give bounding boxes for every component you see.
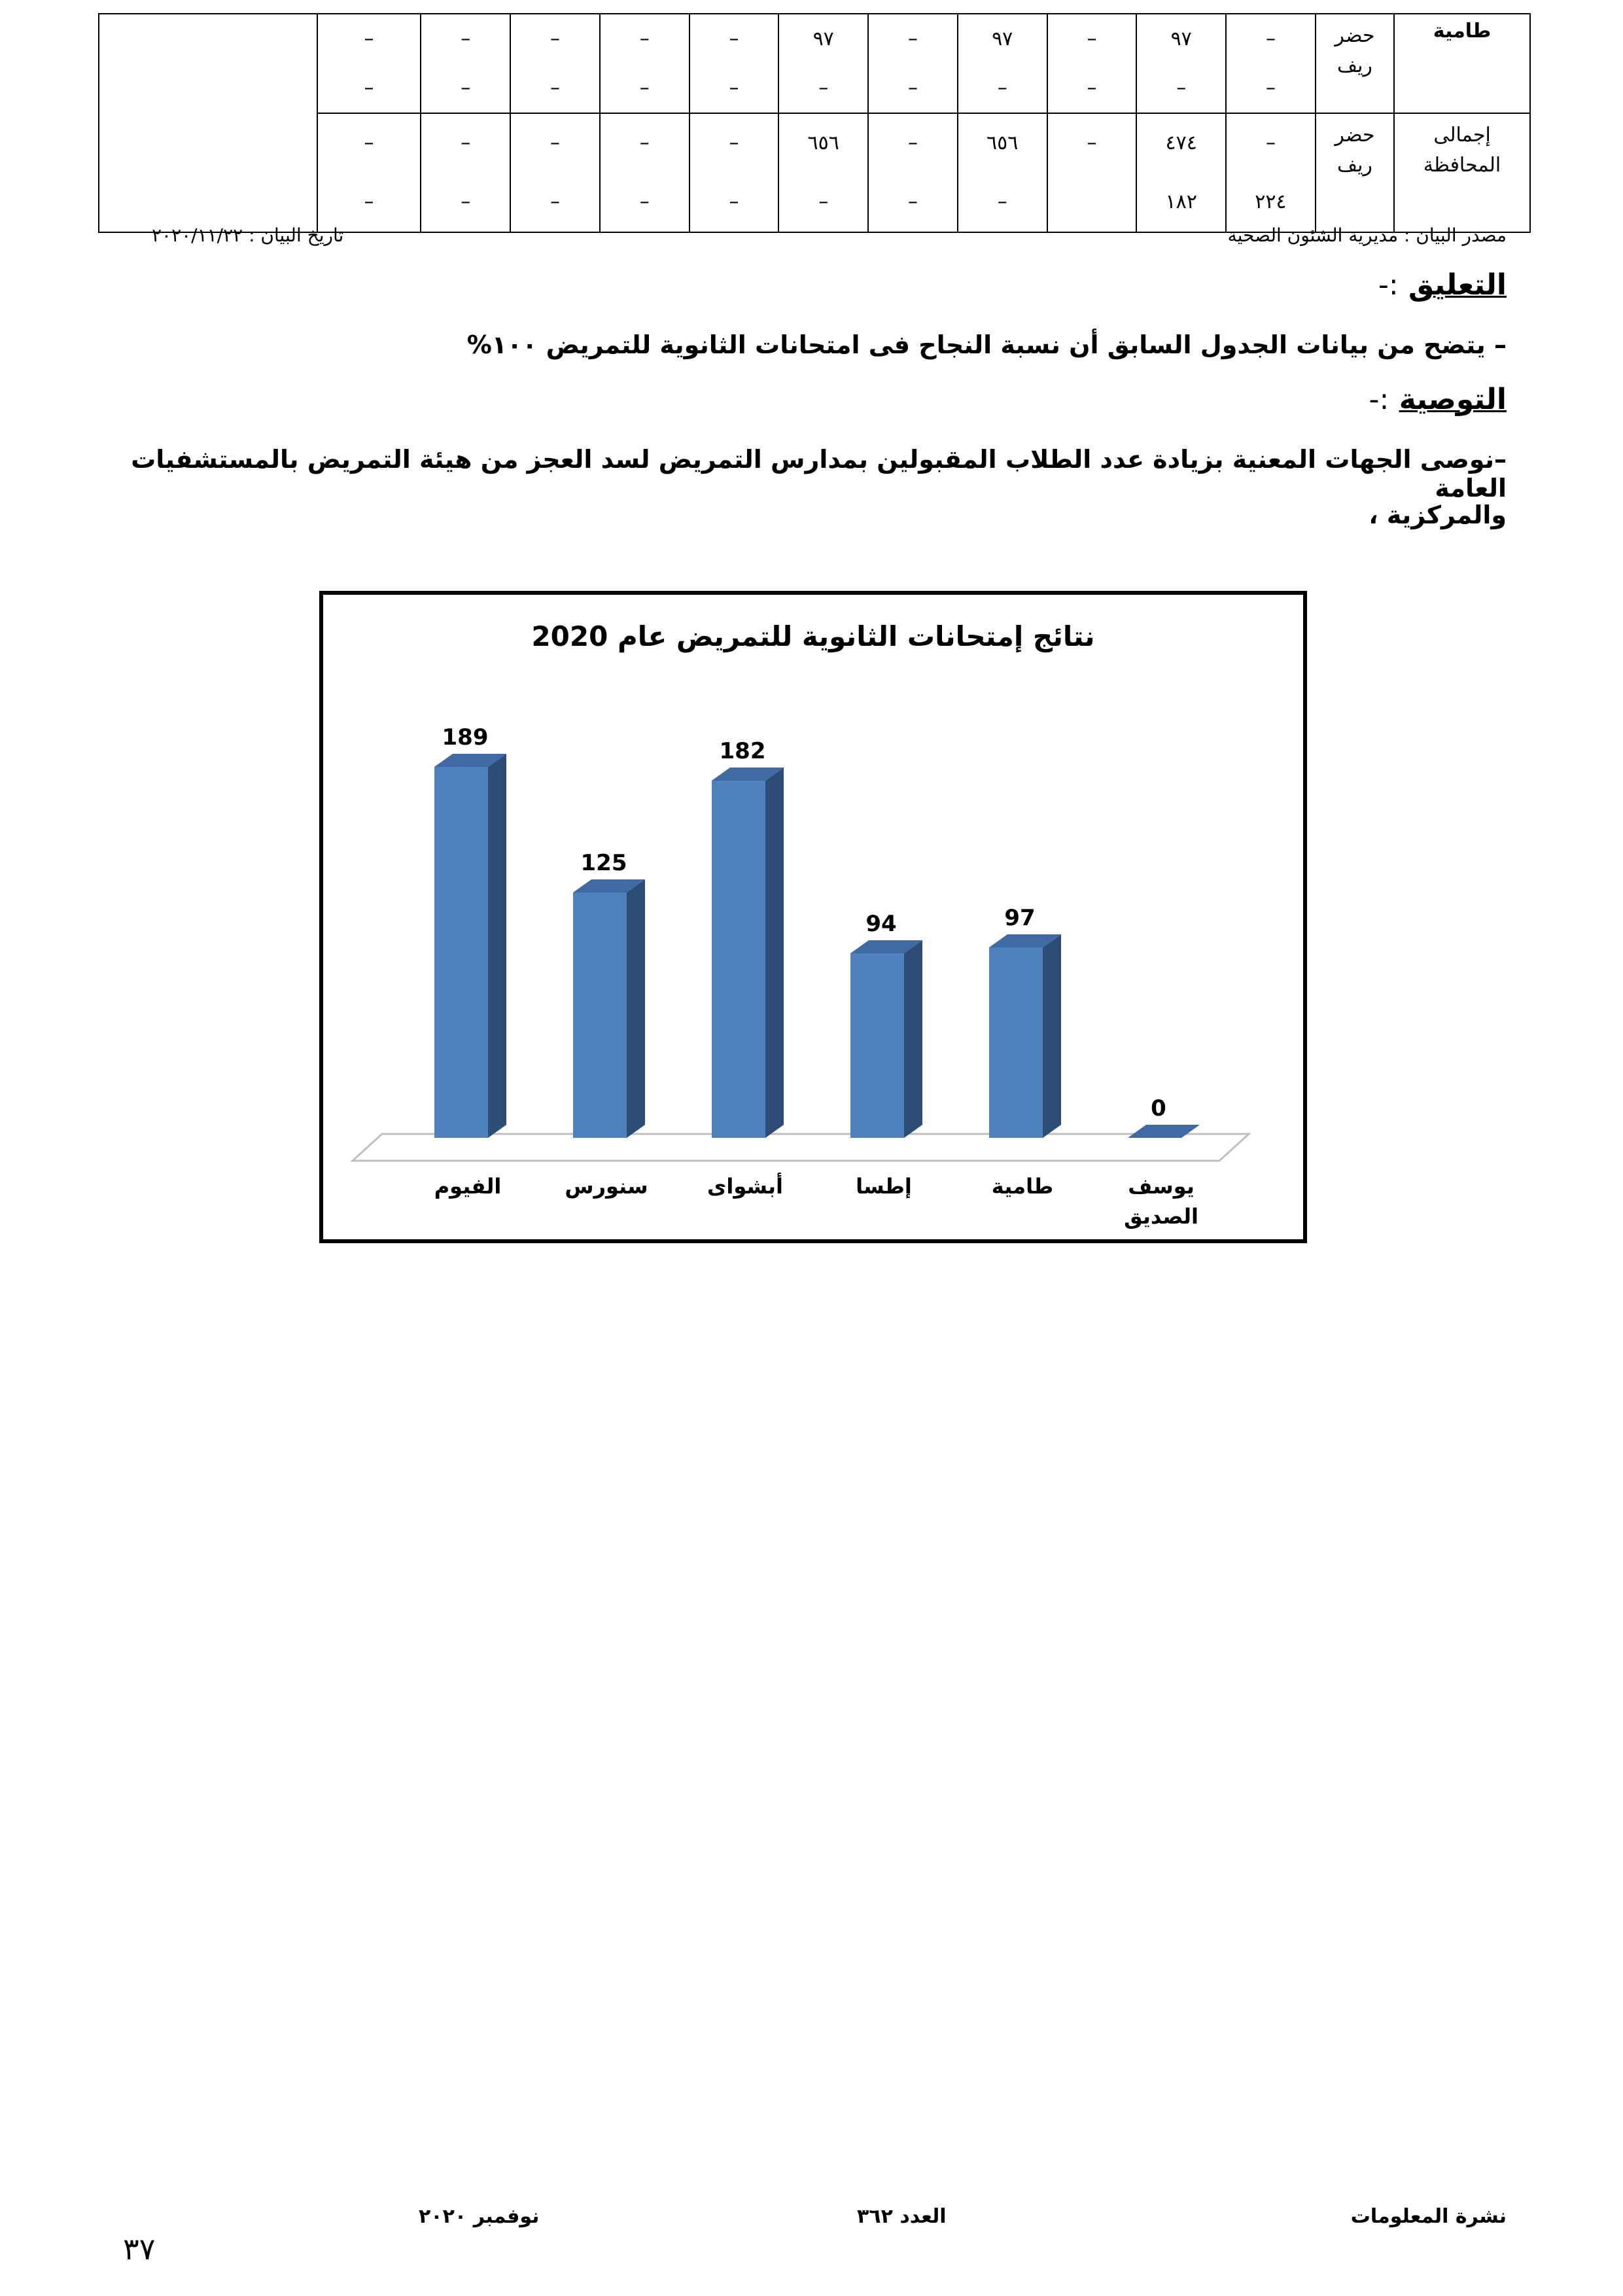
chart-frame <box>319 591 1307 1243</box>
value-label-5: 0 <box>1151 1095 1166 1122</box>
bar-side-4 <box>1043 934 1061 1138</box>
value-label-4: 97 <box>1004 905 1036 931</box>
table-cell: – – <box>868 14 958 113</box>
recommendation-heading-text: التوصية <box>1399 383 1507 416</box>
chart-title: نتائج إمتحانات الثانوية للتمريض عام 2020 <box>531 620 1095 652</box>
table-row <box>99 14 1530 113</box>
comment-heading <box>1378 268 1507 302</box>
recommendation-line-2: والمركزية ، <box>1369 501 1507 529</box>
value-label-0: 189 <box>442 724 489 751</box>
table-cell: – – <box>510 14 600 113</box>
table-cell: – – <box>421 14 510 113</box>
row-label: طامية <box>1394 14 1530 113</box>
area-bottom: ريف <box>1337 154 1372 177</box>
bar-2 <box>712 781 765 1138</box>
table-cell: – ٢٢٤ <box>1226 113 1316 232</box>
table-cell: ٩٧ – <box>778 14 868 113</box>
table-cell: – – <box>510 113 600 232</box>
value-label-2: 182 <box>719 738 766 764</box>
table-cell: – – <box>689 113 779 232</box>
category-label-0: الفيوم <box>434 1174 502 1199</box>
table-cell: – – <box>421 113 510 232</box>
row-label: إجمالى المحافظة <box>1394 113 1530 232</box>
category-label-5: يوسف الصديق <box>1124 1174 1198 1229</box>
category-label-2: أبشواى <box>707 1174 783 1199</box>
bar-side-2 <box>765 768 784 1138</box>
footer-date: نوفمبر ٢٠٢٠ <box>419 2205 540 2228</box>
bar-1 <box>573 892 627 1138</box>
table-cell: – – <box>317 14 421 113</box>
table-cell: – – <box>600 113 689 232</box>
bar-side-1 <box>627 879 645 1138</box>
recommendation-line-1: –نوصى الجهات المعنية بزيادة عدد الطلاب المقبولين بمدارس التمريض لسد العجز من هيئة التمريض بالمستشفيات العامة <box>131 445 1507 503</box>
bar-4 <box>989 947 1043 1138</box>
bar-side-3 <box>904 940 922 1138</box>
category-label-1: سنورس <box>565 1174 648 1199</box>
table-cell: – <box>1047 113 1137 232</box>
table-cell: – – <box>868 113 958 232</box>
data-table <box>98 13 1531 233</box>
source-date: تاريخ البيان : ٢٠٢٠/١١/٢٢ <box>152 224 344 246</box>
bar-side-0 <box>488 754 506 1138</box>
value-label-1: 125 <box>580 850 627 876</box>
recommendation-heading-suffix: :- <box>1369 383 1389 416</box>
table-cell: – – <box>1047 14 1137 113</box>
table-cell-empty <box>99 14 317 232</box>
page-number: ٣٧ <box>123 2231 156 2267</box>
bar-3 <box>850 953 904 1138</box>
comment-heading-suffix: :- <box>1378 268 1399 302</box>
table-cell: – – <box>317 113 421 232</box>
chart-floor <box>353 1134 1249 1161</box>
table-cell: ٩٧ – <box>1136 14 1226 113</box>
recommendation-heading <box>1369 383 1507 416</box>
category-label-4: طامية <box>991 1174 1054 1199</box>
area-top: حضر <box>1335 24 1375 47</box>
area-cell <box>1316 14 1394 113</box>
table-cell: ٤٧٤ ١٨٢ <box>1136 113 1226 232</box>
table-cell: ٦٥٦ – <box>958 113 1047 232</box>
category-label-3: إطسا <box>856 1174 912 1199</box>
source-label: مصدر البيان : مديرية الشئون الصحية <box>1227 224 1507 246</box>
bar-chart <box>323 595 1303 1239</box>
area-top: حضر <box>1335 124 1375 147</box>
table-cell: ٩٧ – <box>958 14 1047 113</box>
comment-heading-text: التعليق <box>1408 268 1507 302</box>
footer-publication: نشرة المعلومات <box>1350 2205 1507 2228</box>
table-cell: – – <box>600 14 689 113</box>
table-cell: – – <box>689 14 779 113</box>
area-cell <box>1316 113 1394 232</box>
comment-text: – يتضح من بيانات الجدول السابق أن نسبة النجاح فى امتحانات الثانوية للتمريض ١٠٠% <box>466 330 1507 359</box>
table-cell: ٦٥٦ – <box>778 113 868 232</box>
value-label-3: 94 <box>865 911 897 937</box>
table-cell: – – <box>1226 14 1316 113</box>
bar-0 <box>434 767 488 1138</box>
footer-issue: العدد ٣٦٢ <box>857 2205 947 2228</box>
area-bottom: ريف <box>1337 54 1372 77</box>
